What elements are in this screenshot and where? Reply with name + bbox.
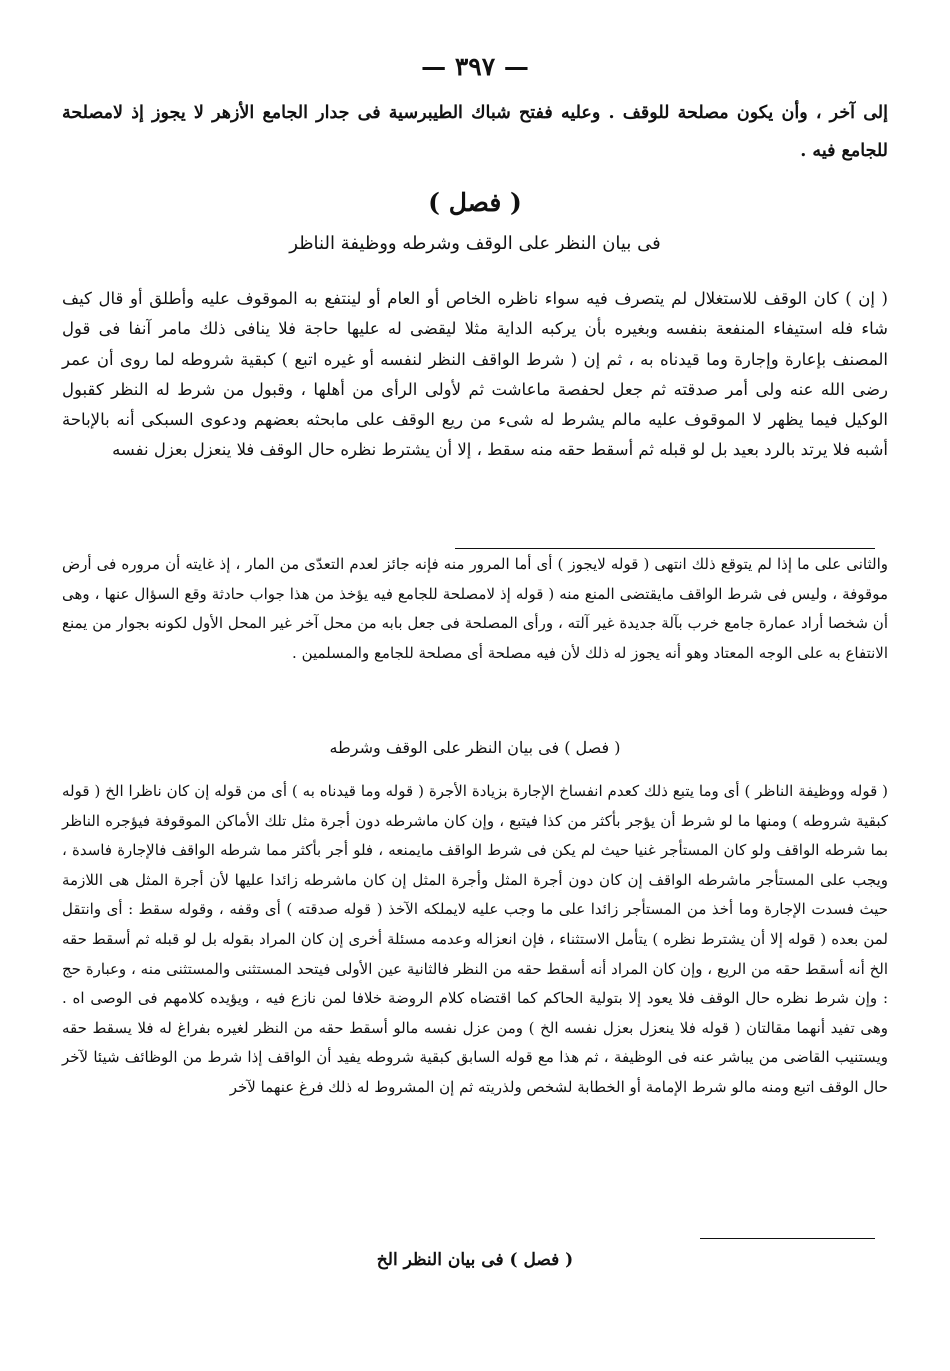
- footnote-paragraph-1: والثانى على ما إذا لم يتوقع ذلك انتهى ( قوله لايجوز ) أى أما المرور منه فإنه جائز لعدم التعدّى من المار ، إذ غايته أن مروره فى أرض موقوفة ، وليس فى شرط الواقف مايقتضى المنع منه ( قوله إذ لامصلحة للجامع فيه يؤخذ من هذا جواب حادثة وقع السؤال عنها ، وهى أن شخصا أراد عمارة جامع خرب بآلة جديدة غير آلته ، ورأى المصلحة فى جعل بابه من محل آخر غير المحل الأول لكونه بجوار من يمنع الانتفاع به على الوجه المعتاد وهو أنه يجوز له ذلك لأن فيه مصلحة أى مصلحة للجامع والمسلمين .: [62, 555, 888, 662]
- section-subtitle: فى بيان النظر على الوقف وشرطه ووظيفة الناظر: [289, 233, 661, 254]
- bottom-heading: ( فصل ) فى بيان النظر الخ: [376, 1250, 574, 1270]
- bottom-divider: [700, 1238, 875, 1239]
- footnote-divider: [455, 548, 875, 549]
- top-paragraph: إلى آخر ، وأن يكون مصلحة للوقف . وعليه ففتح شباك الطيبرسية فى جدار الجامع الأزهر لا يجوز إذ لامصلحة للجامع فيه .: [62, 103, 888, 161]
- main-paragraph: ( إن ) كان الوقف للاستغلال لم يتصرف فيه سواء ناظره الخاص أو العام أو لينتفع به الموقوف عليه وأطلق أو قال كيف شاء فله استيفاء المنفعة بنفسه وبغيره بأن يركبه الداية مثلا ليقضى له عليها حاجة فلا ينافى ذلك مامر آنفا فى قول المصنف بإعارة وإجارة وما قيدناه به ، ثم إن ( شرط الواقف النظر لنفسه أو غيره اتبع ) كبقية شروطه لما روى أن عمر رضى الله عنه ولى أمر صدقته ثم جعل لحفصة ماعاشت ثم لأولى الرأى من أهلها ، وقبول من شرط له النظر كقبول الوكيل فيما يظهر لا الموقوف عليه مالم يشرط له شىء من ريع الوقف على مابحثه بعضهم ودعوى السبكى أنه بالإباحة أشبه فلا يرتد بالرد بعيد بل لو قبله ثم أسقط حقه منه سقط ، إلا أن يشترط نظره حال الوقف فلا ينعزل بعزل نفسه: [62, 289, 888, 460]
- footnote-paragraph-2: ( قوله ووظيفة الناظر ) أى وما يتبع ذلك كعدم انفساخ الإجارة بزيادة الأجرة ( قوله وما قيدناه به ) أى من قوله إن كان ناظرا الخ ( قوله كبقية شروطه ) ومنها ما لو شرط أن يؤجر بأكثر من كذا فيتبع ، وإن كان ماشرطه دون أجرة مثل تلك الأماكن الموقوفة فيؤجره الناظر بما شرطه الواقف ولو كان المستأجر غنيا حيث لم يكن فى شرط الواقف مايمنعه ، فلو أجر بأكثر مما شرطه الواقف فالإجارة فاسدة ، ويجب على المستأجر ماشرطه الواقف إن كان دون أجرة المثل وأجرة المثل إن كان ماشرطه زائدا عليها لأن أجرة المثل هى اللازمة حيث فسدت الإجارة وما أخذ من المستأجر زائدا على ما وجب عليه لايملكه الآخذ ( قوله صدقته ) أى وقفه ، وقوله سقط : أى وانتقل لمن بعده ( قوله إلا أن يشترط نظره ) يتأمل الاستثناء ، فإن انعزاله وعدمه مسئلة أخرى إن كان المراد بقوله بل لو قبله ثم أسقط حقه الخ أنه أسقط حقه من الريع ، وإن كان المراد أنه أسقط حقه من النظر فالثانية عين الأولى فيتحد المستثنى والمستثنى منه ، وعبارة حج : وإن شرط نظره حال الوقف فلا يعود إلا بتولية الحاكم كما اقتضاه كلام الروضة خلافا لمن نازع فيه ، ويؤيده كلامهم فى الوصى اه . وهى تفيد أنهما مقالتان ( قوله فلا ينعزل بعزل نفسه الخ ) ومن عزل نفسه مالو أسقط حقه من النظر لغيره بفراغ له فلا يسقط حقه ويستنيب القاضى من يباشر عنه فى الوظيفة ، ثم هذا مع قوله السابق كبقية شروطه يفيد أن الواقف إذا شرط من الوظائف شيئا لآخر حال الوقف اتبع ومنه مالو شرط الإمامة أو الخطابة لشخص ولذريته ثم إن المشروط له ذلك فرغ عنهما لآخر: [62, 782, 888, 1096]
- section-title: ( فصل ): [428, 188, 522, 217]
- footnote-heading: ( فصل ) فى بيان النظر على الوقف وشرطه: [329, 738, 621, 757]
- page-number: — ٣٩٧ —: [421, 52, 529, 81]
